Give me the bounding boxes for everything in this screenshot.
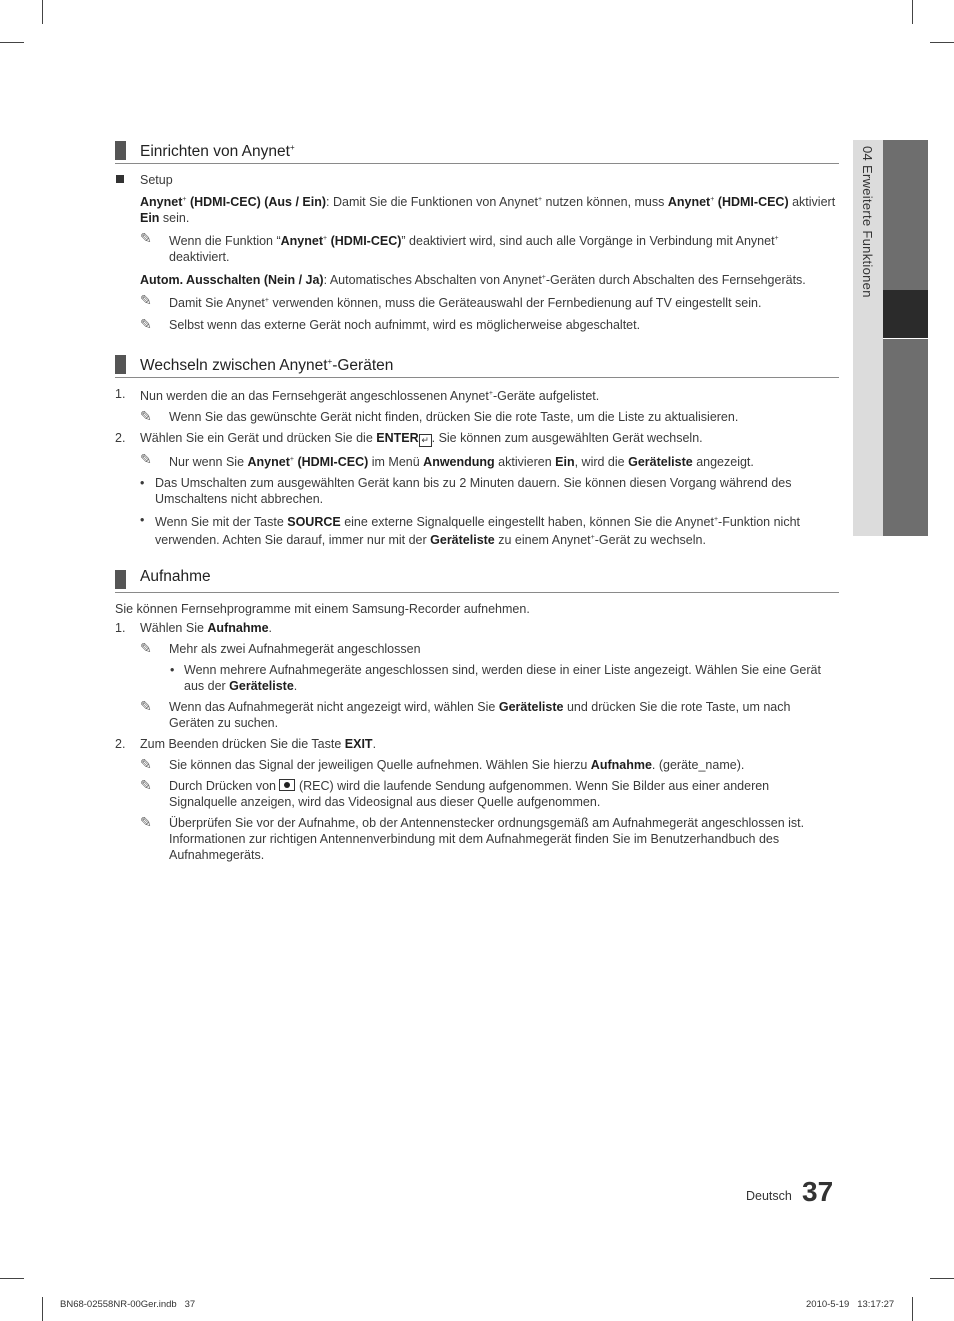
square-bullet-icon <box>116 175 124 183</box>
step-number: 1. <box>115 621 126 636</box>
text: aktiviert <box>788 195 836 210</box>
step-number: 1. <box>115 386 126 401</box>
superscript: + <box>774 235 779 243</box>
note <box>115 815 839 863</box>
text: Wählen Sie ein Gerät und drücken Sie die <box>140 430 377 445</box>
pencil-note-icon: ✎ <box>140 450 152 467</box>
enter-icon: ↵ <box>419 434 432 447</box>
text: Durch Drücken von <box>169 779 280 794</box>
print-timestamp: 2010-5-19 13:17:27 <box>806 1299 895 1310</box>
pencil-note-icon: ✎ <box>140 756 152 773</box>
heading-bar <box>115 570 126 589</box>
bold-text: Geräteliste <box>229 679 294 694</box>
superscript: + <box>590 534 595 542</box>
section-heading-einrichten <box>115 138 839 164</box>
numbered-step <box>115 386 839 404</box>
text: Wählen Sie <box>140 621 208 636</box>
text: Wenn Sie mit der Taste <box>155 515 288 530</box>
text: nutzen können, muss <box>542 195 668 210</box>
numbered-step <box>115 620 839 636</box>
text: Wenn das Aufnahmegerät nicht angezeigt wird, wählen Sie <box>169 700 499 715</box>
pencil-note-icon: ✎ <box>140 640 152 657</box>
superscript: + <box>713 515 719 523</box>
text: . <box>268 621 273 636</box>
note <box>115 778 839 810</box>
step-number: 2. <box>115 737 126 752</box>
text: (REC) wird die laufende Sendung aufgenommen. Wenn Sie Bilder aus einer anderen Signalquelle anzeigen, wird das Videosignal aus dieser Quelle aufgenommen. <box>169 779 770 810</box>
text: -Funktion nicht verwenden. Achten Sie darauf, immer nur mit der <box>155 515 801 548</box>
numbered-step <box>115 430 839 447</box>
note <box>115 293 839 311</box>
pencil-note-icon: ✎ <box>140 814 152 831</box>
superscript: + <box>488 389 493 397</box>
bold-text: Geräteliste <box>498 700 564 715</box>
bold-text: ENTER <box>376 430 419 445</box>
text: Damit Sie Anynet <box>169 296 265 311</box>
heading-bar <box>115 141 126 160</box>
text: Nur wenn Sie <box>169 454 248 469</box>
bold-text: Anynet <box>140 195 183 210</box>
section-heading-aufnahme <box>115 567 839 593</box>
text: Mehr als zwei Aufnahmegerät angeschlossen <box>169 642 421 657</box>
bullet-dot-icon: • <box>140 512 145 527</box>
text: Wenn Sie das gewünschte Gerät nicht finden, drücken Sie die rote Taste, um die Liste zu aktualisieren. <box>169 409 739 424</box>
text: zu einem Anynet <box>494 533 591 548</box>
side-tab-block <box>883 140 928 290</box>
bold-text: Ein <box>140 211 160 226</box>
bold-text: Anynet <box>280 234 324 249</box>
pencil-note-icon: ✎ <box>140 292 152 309</box>
text: eine externe Signalquelle eingestellt haben, können Sie die Anynet <box>340 515 714 530</box>
text: -Geräten durch Abschalten des Fernsehgeräts. <box>545 273 806 288</box>
bold-text: Geräteliste <box>628 454 693 469</box>
setup-label: Setup <box>140 173 173 187</box>
bold-text: (HDMI-CEC) <box>293 454 369 469</box>
section-title-suffix: -Geräten <box>332 356 394 374</box>
text: verwenden können, muss die Geräteauswahl der Fernbedienung auf TV eingestellt sein. <box>268 296 762 311</box>
bullet-item <box>115 512 839 548</box>
text: Wenn die Funktion “ <box>169 234 281 249</box>
setup-item <box>115 172 839 188</box>
bold-text: EXIT <box>344 737 373 752</box>
superscript: + <box>327 356 333 366</box>
crop-mark <box>0 42 24 43</box>
intro-text: Sie können Fernsehprogramme mit einem Samsung-Recorder aufnehmen. <box>115 602 530 617</box>
crop-mark <box>42 0 43 24</box>
text: : Damit Sie die Funktionen von Anynet <box>326 195 538 210</box>
text: ” deaktiviert wird, sind auch alle Vorgänge in Verbindung mit Anynet <box>401 234 775 249</box>
bold-text: SOURCE <box>287 515 341 530</box>
bold-text: Geräteliste <box>430 533 495 548</box>
crop-mark <box>930 1278 954 1279</box>
step-number: 2. <box>115 430 126 445</box>
side-tab-active-marker <box>883 290 928 338</box>
page-number: 37 <box>802 1176 834 1207</box>
bold-text: Anwendung <box>423 454 495 469</box>
text: Wenn mehrere Aufnahmegeräte angeschlossen sind, werden diese in einer Liste angezeigt. Wählen Sie eine Gerät aus der <box>184 663 821 694</box>
note <box>115 757 839 773</box>
bold-text: Anynet <box>667 195 711 210</box>
note <box>115 231 839 265</box>
side-tab-block <box>883 339 928 536</box>
main-content <box>115 138 839 868</box>
footer-language: Deutsch <box>746 1189 792 1203</box>
bold-text: (HDMI-CEC) <box>714 195 789 210</box>
text: Selbst wenn das externe Gerät noch aufnimmt, wird es möglicherweise abgeschaltet. <box>169 317 641 332</box>
note <box>115 409 839 425</box>
superscript: + <box>289 143 295 152</box>
text: Überprüfen Sie vor der Aufnahme, ob der Antennenstecker ordnungsgemäß am Aufnahmegerät angeschlossen ist. Informationen zur richtigen Antennenverbindung mit dem Aufnahmegerät finden Sie im Benutzerhandbuch des Aufnahmegeräts. <box>169 816 805 863</box>
superscript: + <box>710 196 715 203</box>
pencil-note-icon: ✎ <box>140 698 152 715</box>
bold-text: Anynet <box>247 454 290 469</box>
text: deaktiviert. <box>169 250 230 265</box>
pencil-note-icon: ✎ <box>140 777 152 794</box>
crop-mark <box>930 42 954 43</box>
text: -Geräte aufgelistet. <box>492 388 600 403</box>
bullet-item <box>115 475 839 507</box>
section-title: Einrichten von Anynet <box>140 143 290 161</box>
section-title: Wechseln zwischen Anynet <box>140 356 328 374</box>
crop-mark <box>0 1278 24 1279</box>
text: angezeigt. <box>692 454 754 469</box>
superscript: + <box>541 274 546 282</box>
section-title: Aufnahme <box>140 568 211 586</box>
crop-mark <box>912 1297 913 1321</box>
crop-mark <box>912 0 913 24</box>
text: . <box>372 737 377 752</box>
bold-text: Aufnahme <box>590 758 652 773</box>
bold-text: Ein <box>555 454 575 469</box>
bullet-dot-icon: • <box>140 475 145 490</box>
note <box>115 452 839 470</box>
bold-text: Aufnahme <box>207 621 269 636</box>
text: Zum Beenden drücken Sie die Taste <box>140 737 345 752</box>
bold-text: (HDMI-CEC) <box>327 234 402 249</box>
text: -Gerät zu wechseln. <box>594 533 706 548</box>
pencil-note-icon: ✎ <box>140 230 152 247</box>
text: , wird die <box>574 454 629 469</box>
bold-text: (HDMI-CEC) (Aus / Ein) <box>186 195 327 210</box>
numbered-step <box>115 736 839 752</box>
text: sein. <box>159 211 190 226</box>
pencil-note-icon: ✎ <box>140 315 152 332</box>
rec-button-icon <box>279 779 295 791</box>
note <box>115 317 839 333</box>
text: aktivieren <box>494 454 556 469</box>
text: Das Umschalten zum ausgewählten Gerät kann bis zu 2 Minuten dauern. Sie können diesen Vorgang während des Umschaltens nicht abbrechen. <box>155 475 792 506</box>
bold-text: Autom. Ausschalten (Nein / Ja) <box>140 273 324 288</box>
superscript: + <box>289 455 294 463</box>
paragraph <box>115 270 839 288</box>
superscript: + <box>182 196 187 203</box>
superscript: + <box>264 297 269 305</box>
note <box>115 641 839 657</box>
text: . (geräte_name). <box>651 758 745 773</box>
print-file-info: BN68-02558NR-00Ger.indb 37 <box>60 1299 196 1310</box>
superscript: + <box>537 196 543 203</box>
note <box>115 699 839 731</box>
text: im Menü <box>368 454 424 469</box>
crop-mark <box>42 1297 43 1321</box>
paragraph <box>115 192 839 226</box>
text: Nun werden die an das Fernsehgerät angeschlossenen Anynet <box>140 388 489 403</box>
heading-bar <box>115 355 126 374</box>
text: Sie können das Signal der jeweiligen Quelle aufnehmen. Wählen Sie hierzu <box>169 758 591 773</box>
text: : Automatisches Abschalten von Anynet <box>323 273 542 288</box>
text: . <box>293 679 298 694</box>
bullet-item <box>115 662 839 694</box>
text: . Sie können zum ausgewählten Gerät wechseln. <box>431 430 703 445</box>
side-tab-label: 04 Erweiterte Funktionen <box>860 146 875 298</box>
bullet-dot-icon: • <box>170 663 175 678</box>
pencil-note-icon: ✎ <box>140 407 152 424</box>
superscript: + <box>323 235 328 243</box>
section-heading-wechseln <box>115 352 839 378</box>
text: und drücken Sie die rote Taste, um nach Geräten zu suchen. <box>169 700 791 731</box>
